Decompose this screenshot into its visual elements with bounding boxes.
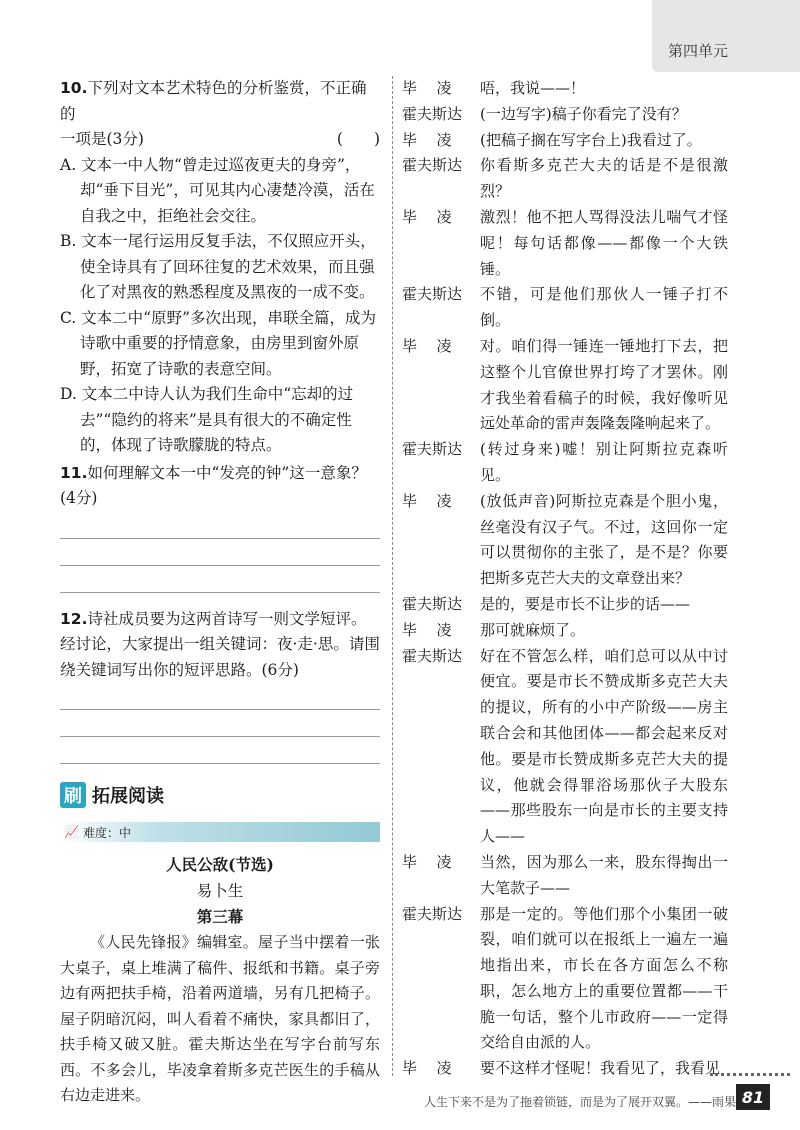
speaker-name: 毕凌 — [402, 620, 472, 639]
option-b: B. 文本一尾行运用反复手法，不仅照应开头，使全诗具有了回环往复的艺术效果，而且强化了对黑夜的熟悉程度及黑夜的一成不变。 — [60, 232, 376, 301]
speaker-name: 霍夫斯达 — [402, 904, 463, 923]
speech-text: 要不这样才怪呢！我看见了，我看见 — [480, 1059, 721, 1078]
unit-tab-background — [652, 0, 800, 72]
dialogue-line — [402, 76, 728, 102]
question-stem: 下列对文本艺术特色的分析鉴赏，不正确的 — [60, 79, 367, 123]
speaker-name: 霍夫斯达 — [402, 594, 463, 613]
dialogue-line — [402, 153, 728, 205]
speaker-name: 毕凌 — [402, 130, 472, 149]
dialogue-line — [402, 489, 728, 592]
reading-title: 人民公敌(节选) — [166, 855, 274, 874]
speaker-name: 毕凌 — [402, 207, 472, 226]
difficulty-bar — [60, 822, 380, 842]
option-a: A. 文本一中人物“曾走过巡夜更夫的身旁”，却“垂下目光”，可见其内心凄楚冷漠，活在自我之中，拒绝社会交往。 — [60, 155, 375, 225]
speaker-name: 霍夫斯达 — [402, 646, 463, 665]
difficulty-label: 难度：中 — [82, 825, 131, 840]
dialogue-line — [402, 850, 728, 902]
speaker-name: 毕凌 — [402, 1059, 472, 1078]
answer-line[interactable] — [60, 683, 380, 710]
chart-icon: 📈 — [64, 825, 79, 839]
footer-quote: 人生下来不是为了拖着锁链，而是为了展开双翼。——雨果 — [424, 1095, 737, 1109]
question-number: 11. — [60, 463, 88, 482]
unit-label: 第四单元 — [667, 42, 728, 60]
speech-text: (转过身来)嘘！别让阿斯拉克森听见。 — [480, 440, 728, 484]
speaker-name: 霍夫斯达 — [402, 285, 463, 304]
speech-text: (放低声音)阿斯拉克森是个胆小鬼，丝毫没有汉子气。不过，这回你一定可以贯彻你的主张了，是不是？你要把斯多克芒大夫的文章登出来？ — [480, 491, 728, 588]
speech-text: 当然，因为那么一来，股东得掏出一大笔款子—— — [480, 852, 728, 897]
speech-text: (一边写字)稿子你看完了没有？ — [480, 104, 687, 123]
dialogue-line — [402, 902, 728, 1057]
option-c: C. 文本二中“原野”多次出现，串联全篇，成为诗歌中重要的抒情意象，由房里到窗外原野，拓宽了诗歌的表意空间。 — [60, 308, 377, 378]
section-header — [60, 782, 380, 808]
dialogue-line — [402, 282, 728, 334]
speaker-name: 霍夫斯达 — [402, 156, 463, 175]
speech-text: 你看斯多克芒大夫的话是不是很激烈？ — [480, 156, 728, 201]
dialogue-list — [402, 76, 728, 1082]
question-text: 如何理解文本一中“发亮的钟”这一意象？(4分) — [60, 463, 367, 507]
brush-icon: 刷 — [60, 782, 86, 808]
speech-text: 不错，可是他们那伙人一锤子打不倒。 — [480, 285, 728, 330]
answer-line[interactable] — [60, 566, 380, 593]
dialogue-line — [402, 205, 728, 282]
speaker-name: 毕凌 — [402, 79, 472, 97]
speaker-name: 毕凌 — [402, 336, 472, 355]
dialogue-line — [402, 592, 728, 618]
speech-text: 好在不管怎么样，咱们总可以从中讨便宜。要是市长不赞成斯多克芒大夫的提议，所有的小中产阶级——房主联合会和其他团体——都会起来反对他。要是市长赞成斯多克芒大夫的提议，他就会得罪浴场那伙子大股东——那些股东一向是市长的主要支持人—— — [480, 646, 728, 846]
dialogue-line — [402, 128, 728, 154]
speech-text: 对。咱们得一锤连一锤地打下去，把这整个儿官僚世界打垮了才罢休。刚才我坐着看稿子的时候，我好像听见远处革命的雷声轰隆轰隆响起来了。 — [480, 336, 728, 433]
option-d: D. 文本二中诗人认为我们生命中“忘却的过去”“隐约的将来”是具有很大的不确定性的，体现了诗歌朦胧的特点。 — [60, 385, 354, 454]
speaker-name: 毕凌 — [402, 852, 472, 871]
answer-paren: ( ) — [336, 130, 380, 148]
speech-text: 唔，我说——！ — [480, 79, 586, 97]
column-divider — [392, 76, 393, 1076]
question-stem-cont: 一项是(3分) — [60, 130, 144, 148]
question-12 — [60, 607, 380, 765]
speech-text: (把稿子搁在写字台上)我看过了。 — [480, 130, 702, 149]
reading-author: 易卜生 — [196, 882, 244, 900]
question-number: 10. — [60, 79, 88, 97]
answer-line[interactable] — [60, 512, 380, 539]
speaker-name: 霍夫斯达 — [402, 440, 463, 459]
dialogue-line — [402, 102, 728, 128]
question-11 — [60, 461, 380, 593]
speaker-name: 霍夫斯达 — [402, 104, 463, 123]
answer-line[interactable] — [60, 539, 380, 566]
page-dots — [710, 1073, 790, 1076]
speech-text: 那是一定的。等他们那个小集团一破裂，咱们就可以在报纸上一遍左一遍地指出来，市长在各方面怎么不称职，怎么地方上的重要位置都——干脆一句话，整个儿市政府——一定得交给自由派的人。 — [480, 904, 728, 1052]
dialogue-line — [402, 618, 728, 644]
stage-direction: 《人民先锋报》编辑室。屋子当中摆着一张大桌子，桌上堆满了稿件、报纸和书籍。桌子旁边有两把扶手椅，沿着两道墙，另有几把椅子。屋子阴暗沉闷，叫人看着不痛快，家具都旧了，扶手椅又破又脏。霍夫斯达坐在写字台前写东西。不多会儿，毕凌拿着斯多克芒医生的手稿从右边走进来。 — [60, 933, 380, 1104]
speech-text: 是的，要是市长不让步的话—— — [480, 594, 691, 613]
dialogue-line — [402, 437, 728, 489]
dialogue-line — [402, 334, 728, 437]
question-10 — [60, 76, 380, 459]
dialogue-line — [402, 644, 728, 850]
page-number: 81 — [736, 1084, 770, 1110]
speech-text: 激烈！他不把人骂得没法儿喘气才怪呢！每句话都像——都像一个大铁锤。 — [480, 207, 728, 278]
reading-act: 第三幕 — [196, 907, 244, 926]
dialogue-line — [402, 1056, 728, 1082]
question-number: 12. — [60, 609, 88, 628]
speech-text: 那可就麻烦了。 — [480, 620, 586, 639]
answer-line[interactable] — [60, 737, 380, 764]
speaker-name: 毕凌 — [402, 491, 472, 510]
question-text: 诗社成员要为这两首诗写一则文学短评。经讨论，大家提出一组关键词：夜·走·思。请围绕关键词写出你的短评思路。(6分) — [60, 609, 380, 679]
section-title: 拓展阅读 — [92, 786, 164, 807]
answer-line[interactable] — [60, 710, 380, 737]
left-column — [60, 76, 380, 1109]
right-column — [402, 76, 728, 1082]
